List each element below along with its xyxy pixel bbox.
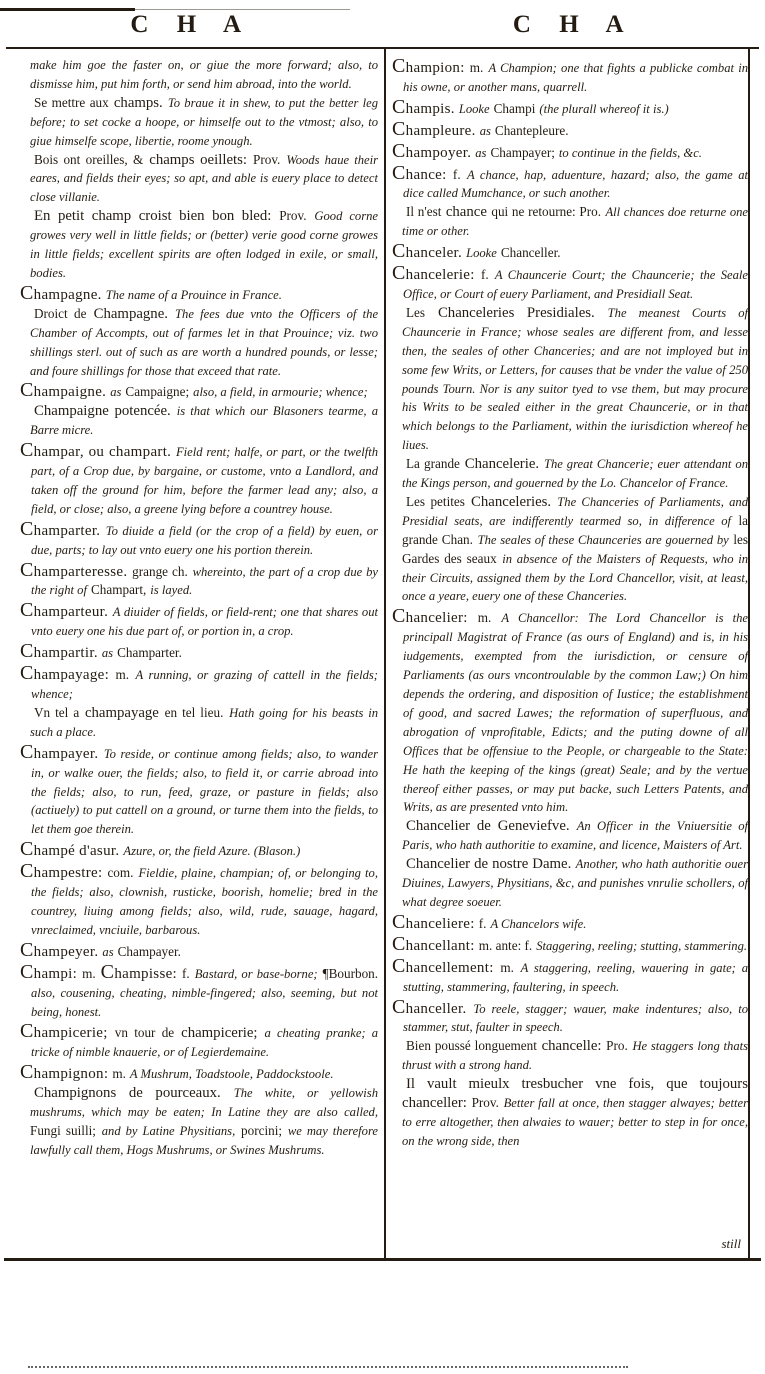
initial-capital: C: [392, 910, 406, 933]
roman-text: Prov.: [471, 1095, 499, 1111]
dictionary-entry: [392, 97, 748, 119]
french-phrase: Champignons de pourceaux.: [34, 1085, 221, 1102]
english-gloss: A Mushrum, Toadstoole, Paddockstoole.: [129, 1067, 334, 1082]
headword: Champisse:: [100, 960, 178, 983]
headword: Champicerie;: [20, 1020, 108, 1043]
column-header-left: C H A: [130, 11, 253, 38]
roman-text: m.: [477, 610, 492, 626]
roman-text: m.: [500, 959, 514, 975]
header-rule: [6, 47, 759, 49]
headword: Chancelier:: [392, 605, 468, 628]
sub-entry: [20, 305, 378, 381]
headword: Champi:: [20, 960, 78, 983]
english-gloss: An Officer in the Vniuersitie of Paris, who hath authoritie to examine, and licence, Maisters of Art.: [402, 819, 748, 853]
roman-text: Vn tel a: [34, 704, 80, 720]
initial-capital: C: [20, 599, 34, 622]
sub-entry: [392, 1037, 748, 1075]
english-gloss: as: [110, 385, 122, 400]
roman-text: f.: [182, 965, 190, 981]
right-border-rule: [748, 49, 750, 1259]
french-phrase: Chanceleries.: [471, 493, 552, 510]
sub-entry: [392, 304, 748, 455]
dictionary-entry: [392, 241, 748, 263]
french-phrase: champs oeillets:: [149, 151, 247, 168]
roman-text: Les: [406, 304, 426, 320]
headword: Chanceler.: [392, 240, 463, 263]
headword: Chanceliere:: [392, 910, 475, 933]
french-phrase: champs.: [113, 94, 163, 111]
roman-text: Bois ont oreilles, &: [34, 151, 144, 167]
roman-text: Chantepleure.: [494, 122, 569, 138]
english-gloss: Azure, or, the field Azure. (Blason.): [123, 844, 301, 859]
initial-capital: C: [20, 439, 34, 462]
roman-text: qui ne retourne: Pro.: [491, 204, 602, 220]
english-gloss: All chances doe returne one time or other.: [402, 205, 748, 239]
initial-capital: C: [20, 1020, 34, 1043]
initial-capital: C: [20, 838, 34, 861]
roman-text: ¶Bourbon.: [322, 965, 378, 981]
english-gloss: A staggering, reeling, wauering in gate; a stutting, stammering, faultering, in speech.: [403, 960, 748, 994]
roman-text: m. ante: f.: [478, 937, 533, 953]
dictionary-entry: [392, 912, 748, 934]
french-phrase: Champaigne potencée.: [34, 403, 171, 420]
english-gloss: as: [475, 145, 487, 160]
dictionary-entry: [392, 56, 748, 97]
dictionary-entry: [392, 141, 748, 163]
dictionary-entry: [20, 861, 378, 940]
english-gloss: Another, who hath authoritie ouer Diuines, Lawyers, Physitians, &c, and punishes vnrulie schollers, of what degree soeuer.: [402, 857, 748, 909]
left-column: [20, 56, 378, 1256]
english-gloss: Better fall at once, then stagger alwayes; better to erre altogether, then alwaies to wauer; better to step in for once, on the wrong side, then: [402, 1096, 748, 1148]
roman-text: m.: [115, 667, 130, 683]
roman-text: Il n'est: [406, 204, 442, 220]
english-gloss: A running, or grazing of cattell in the fields; whence;: [31, 668, 378, 701]
dictionary-entry: [392, 956, 748, 997]
initial-capital: C: [20, 860, 34, 883]
english-gloss: and by Latine Physitians,: [101, 1123, 236, 1138]
dictionary-entry: [20, 839, 378, 861]
roman-text: Chanceller.: [500, 245, 561, 261]
dictionary-entry: [20, 663, 378, 704]
english-gloss: A Chancellor: The Lord Chancellor is the principall Magistrat of France (as ours of England) and is, in his iudgements, exempted from the iurisdiction, or censure of Parliaments (as ours vncontroulable by the common Law;) On him depends the ordering, and disposition of Iustice; the establishment of good, and sacred Lawes; the reformation of superfluous, and abrogation of vnprofitable, Edicts; and the puting downe of all Offices that be offensiue to the People, or chargeable to the State: He hath the keeping of the kings (great) Seale; and by the vertue thereof either passes, or may put backe, such Letters Patents, and Writs, as are presented vnto him.: [403, 611, 748, 815]
english-gloss: To reside, or continue among fields; also, to wander in, or walke ouer, the fields; also, to field it, or carrie abroad into the fields; also, to run, feed, graze, or pasture in fields; also (actiuely) to put cattell on a ground, or turne them into the fields, to let them goe therein.: [31, 746, 378, 837]
dictionary-entry: [20, 940, 378, 962]
roman-text: Champayer.: [117, 943, 181, 959]
initial-capital: C: [20, 1061, 34, 1084]
headword: Champignon:: [20, 1061, 109, 1084]
french-phrase: Chancelier de Geneviefve.: [406, 818, 570, 835]
roman-text: Champayer;: [490, 144, 555, 160]
roman-text: La grande: [406, 456, 460, 472]
headword: Champayer.: [20, 740, 99, 763]
initial-capital: C: [392, 954, 406, 977]
dictionary-entry: [392, 606, 748, 817]
english-gloss: also, a field, in armourie; whence;: [193, 385, 368, 400]
english-gloss: Bastard, or base-borne;: [194, 966, 318, 981]
dictionary-entry: [392, 997, 748, 1038]
initial-capital: C: [100, 960, 115, 983]
english-gloss: To reele, stagger; wauer, make indentures; also, to stammer, stut, faulter in speech.: [403, 1001, 748, 1035]
initial-capital: C: [392, 139, 406, 162]
english-gloss: also, cousening, cheating, nimble-fingered; also, seeming, but not being, honest.: [31, 985, 378, 1019]
roman-text: f.: [480, 267, 489, 283]
roman-text: Prov.: [253, 151, 281, 167]
headword: Champarteur.: [20, 599, 109, 622]
roman-text: f.: [452, 166, 461, 182]
headword: Chancellement:: [392, 954, 494, 977]
headword: Champestre:: [20, 860, 103, 883]
english-gloss: make him goe the faster on, or giue the more forward; also, to dismisse him, put him forth, or send him abroad, into the world.: [30, 58, 378, 91]
english-gloss: The fees due vnto the Officers of the Chamber of Accompts, out of farmes let in that Prouince; viz. two shillings sterl. out of such as are worth a hundred pounds, or lesse; and foure shillings for those that exceed that rate.: [30, 306, 378, 378]
french-phrase: Chancelier de nostre Dame.: [406, 856, 572, 873]
english-gloss: Woods haue their eares, and fields their eyes; so apt, and able is euery place to detect close villanie.: [30, 152, 378, 205]
initial-capital: C: [392, 161, 406, 184]
roman-text: en tel lieu.: [164, 704, 224, 720]
running-head: [0, 11, 765, 39]
initial-capital: C: [392, 995, 406, 1018]
headword: Champé d'asur.: [20, 838, 120, 861]
sub-entry: [392, 455, 748, 493]
initial-capital: C: [20, 379, 34, 402]
initial-capital: C: [20, 640, 34, 663]
sub-entry: [392, 203, 748, 241]
english-gloss: we may therefore lawfully call them, Hogs Mushrums, or Swines Mushrums.: [30, 1123, 378, 1157]
english-gloss: as: [101, 646, 114, 661]
english-gloss: as: [479, 123, 491, 138]
headword: Champarter.: [20, 517, 101, 540]
english-gloss: The great Chancerie; euer attendant on the Kings person, and gouerned by the Lo. Chancelor of France.: [402, 457, 748, 491]
english-gloss: He staggers long thats thrust with a strong hand.: [402, 1039, 748, 1073]
dictionary-entry: [392, 163, 748, 204]
english-gloss: Field rent; halfe, or part, or the twelfth part, of a Crop due, by bargaine, or custome, vnto a Landlord, and taken off the ground for him, before the farmer lead any; also, a field, or close; also, a greene lying before a countrey house.: [31, 445, 378, 516]
english-gloss: a cheating pranke; a tricke of nimble knauerie, or of Legierdemaine.: [31, 1026, 378, 1060]
english-gloss: The Chanceries of Parliaments, and Presidial seats, are indifferently tearmed so, in difference of: [402, 494, 748, 528]
roman-text: grange ch.: [132, 563, 188, 579]
english-gloss: To diuide a field (or the crop of a field) by euen, or due, parts; to lay out vnto euery one his portion therein.: [31, 523, 378, 557]
initial-capital: C: [392, 240, 406, 263]
roman-text: Champi: [493, 100, 536, 116]
english-gloss: to continue in the fields, &c.: [558, 145, 702, 160]
initial-capital: C: [20, 740, 34, 763]
headword: Champayage:: [20, 662, 110, 685]
headword: Champagne.: [20, 281, 102, 304]
roman-text: m.: [82, 965, 96, 981]
dictionary-entry: [20, 1021, 378, 1062]
english-gloss: Good corne growes very well in little fields; or (better) verie good corne growes in little fields; excellent spirits are often lodged in exile, or small, bodies.: [30, 209, 378, 280]
english-gloss: To braue it in shew, to put the better leg before; to set cocke a hoope, or himselfe out to the vtmost; also, to giue himselfe scope, libertie, roome ynough.: [30, 95, 378, 148]
initial-capital: C: [392, 95, 406, 118]
french-phrase: Chancelerie.: [464, 456, 540, 473]
english-gloss: (the plurall whereof it is.): [539, 101, 669, 116]
roman-text: la grande Chan.: [402, 512, 748, 547]
roman-text: porcini;: [241, 1122, 283, 1138]
french-phrase: Il vault mieulx tresbucher vne fois, que toujours chanceller:: [402, 1076, 748, 1112]
headword: Chanceller.: [392, 995, 467, 1018]
english-gloss: A Chancelors wife.: [490, 916, 587, 931]
roman-text: Droict de: [34, 305, 87, 321]
french-phrase: Chanceleries Presidiales.: [437, 304, 595, 321]
english-gloss: A Chauncerie Court; the Chauncerie; the Seale Office, or Court of euery Parliament, and Presidiall Seat.: [403, 268, 748, 301]
roman-text: Campaigne;: [125, 384, 190, 400]
french-phrase: En petit champ croist bien bon bled:: [34, 208, 272, 225]
english-gloss: The meanest Courts of Chauncerie in France; whose seales are different from, and lesse then, the seales of other Chanceries; and are not imployed but in some few Writs, or Letters, for causes that be vnder the value of 250 pounds Tourn. Nor is any suitor tyed to vse them, but may procure his Writs to be sealed either in the great Chauncerie, or in that which belongs to the Parliament, within the iurisdiction whereof he liues.: [402, 305, 748, 453]
english-gloss: A Champion; one that fights a publicke combat in his owne, or another mans, quarrell.: [403, 61, 748, 94]
bottom-rule: [4, 1258, 761, 1261]
initial-capital: C: [392, 605, 406, 628]
dictionary-entry: [392, 263, 748, 304]
english-gloss: whereinto, the part of a crop due by the right of: [31, 564, 378, 598]
headword: Champartir.: [20, 640, 98, 663]
french-phrase: champayage: [84, 704, 159, 721]
sub-entry: [392, 855, 748, 912]
dictionary-entry: [20, 641, 378, 663]
english-gloss: The seales of these Chaunceries are gouerned by: [477, 532, 729, 547]
headword: Champis.: [392, 95, 455, 118]
english-gloss: as: [102, 944, 114, 959]
initial-capital: C: [392, 262, 406, 285]
english-gloss: Hath going for his beasts in such a place.: [30, 705, 378, 739]
dictionary-entry: [20, 519, 378, 560]
roman-text: Champart,: [90, 582, 147, 598]
dictionary-entry: [20, 962, 378, 1022]
english-gloss: A chance, hap, aduenture, hazard; also, the game at dice called Mumchance, or such another.: [403, 167, 748, 201]
french-phrase: Champagne.: [93, 305, 168, 322]
roman-text: m.: [469, 60, 484, 75]
initial-capital: C: [20, 558, 34, 581]
english-gloss: Looke: [466, 246, 497, 261]
dictionary-entry: [20, 440, 378, 519]
catchword: still: [721, 1236, 741, 1251]
english-gloss: is layed.: [150, 583, 193, 598]
roman-text: vn tour de: [114, 1025, 175, 1041]
headword: Champarteresse.: [20, 558, 128, 581]
roman-text: Pro.: [606, 1038, 628, 1054]
continued-text: [20, 56, 378, 94]
english-gloss: A diuider of fields, or field-rent; one that shares out vnto euery one his due part of, or portion in, a crop.: [31, 605, 378, 639]
roman-text: m.: [112, 1066, 126, 1082]
sub-entry: [392, 817, 748, 855]
english-gloss: Staggering, reeling; stutting, stammering.: [536, 938, 748, 953]
english-gloss: The name of a Prouince in France.: [105, 287, 282, 302]
french-phrase: chance: [445, 204, 487, 221]
english-gloss: Fieldie, plaine, champian; of, or belonging to, the fields; also, clownish, rusticke, boorish, homelie; bred in the countrey, liuing among fields; also, wild, rude, sauage, hagard, vnreclaimed, vnciuile, barbarous.: [31, 866, 378, 937]
initial-capital: C: [392, 932, 406, 955]
column-divider-rule: [384, 49, 386, 1259]
initial-capital: C: [392, 117, 406, 140]
headword: Champleure.: [392, 117, 476, 140]
sub-entry: [392, 493, 748, 606]
french-phrase: champicerie;: [181, 1025, 258, 1042]
english-gloss: The white, or yellowish mushrums, which may be eaten; In Latine they are also called,: [30, 1086, 378, 1120]
english-gloss: is that which our Blasoners tearme, a Barre micre.: [30, 404, 378, 438]
right-column: [392, 56, 748, 1256]
headword: Chancellant:: [392, 932, 475, 955]
headword: Champar, ou champart.: [20, 439, 172, 462]
footer-hairline: [28, 1366, 628, 1368]
sub-entry: [20, 402, 378, 440]
top-left-rule-faint: [135, 9, 350, 10]
roman-text: Se mettre aux: [34, 94, 109, 110]
sub-entry: [20, 151, 378, 208]
initial-capital: C: [20, 960, 34, 983]
headword: Champeyer.: [20, 938, 99, 961]
roman-text: f.: [478, 915, 487, 931]
sub-entry: [392, 1075, 748, 1151]
french-phrase: chancelle:: [541, 1038, 602, 1055]
english-gloss: Looke: [458, 101, 490, 116]
roman-text: Prov.: [279, 208, 307, 224]
roman-text: Champarter.: [117, 645, 182, 661]
dictionary-entry: [20, 742, 378, 840]
dictionary-entry: [20, 380, 378, 402]
headword: Champoyer.: [392, 139, 472, 162]
roman-text: Les petites: [406, 493, 465, 509]
dictionary-entry: [392, 119, 748, 141]
initial-capital: C: [392, 56, 406, 77]
sub-entry: [20, 207, 378, 283]
column-header-right: C H A: [512, 11, 635, 38]
dictionary-entry: [392, 934, 748, 956]
roman-text: les Gardes des seaux: [402, 531, 748, 566]
sub-entry: [20, 704, 378, 742]
headword: Champion:: [392, 56, 465, 77]
dictionary-entry: [20, 1062, 378, 1084]
sub-entry: [20, 94, 378, 151]
initial-capital: C: [20, 517, 34, 540]
dictionary-entry: [20, 560, 378, 601]
roman-text: Fungi suilli;: [30, 1122, 96, 1138]
initial-capital: C: [20, 938, 34, 961]
roman-text: com.: [107, 865, 134, 881]
initial-capital: C: [20, 662, 34, 685]
headword: Champaigne.: [20, 379, 107, 402]
dictionary-entry: [20, 283, 378, 305]
dictionary-entry: [20, 600, 378, 641]
initial-capital: C: [20, 281, 34, 304]
headword: Chancelerie:: [392, 262, 475, 285]
english-gloss: in absence of the Maisters of Requests, who in their Circuits, assigned them by the Lord Chancellor, visit, at least, once a yeare, euery one of these Chanceries.: [402, 551, 748, 604]
sub-entry: [20, 1084, 378, 1160]
roman-text: Bien poussé longuement: [406, 1038, 537, 1054]
headword: Chance:: [392, 161, 447, 184]
